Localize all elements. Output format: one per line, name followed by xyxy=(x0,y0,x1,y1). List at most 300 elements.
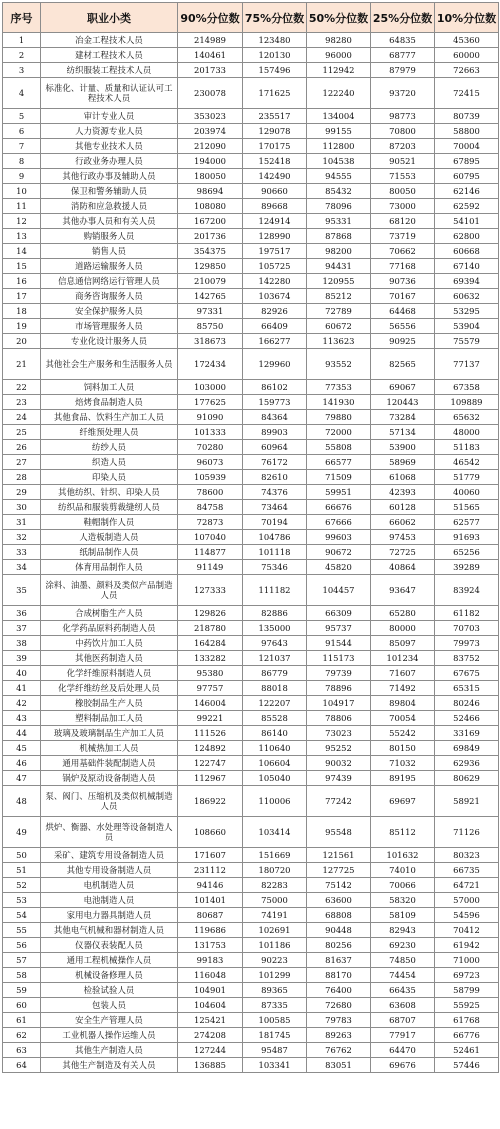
cell-occupation: 通用工程机械操作人员 xyxy=(41,953,178,968)
cell-p75: 120130 xyxy=(243,48,307,63)
cell-p75: 129078 xyxy=(243,124,307,139)
cell-p90: 129826 xyxy=(178,606,243,621)
cell-occupation: 化学药品原料药制造人员 xyxy=(41,621,178,636)
cell-p25: 89195 xyxy=(371,771,435,786)
cell-p25: 69067 xyxy=(371,380,435,395)
cell-p50: 72789 xyxy=(307,304,371,319)
cell-p75: 101299 xyxy=(243,968,307,983)
cell-p50: 77353 xyxy=(307,380,371,395)
cell-p50: 95331 xyxy=(307,214,371,229)
cell-p10: 70703 xyxy=(435,621,499,636)
cell-p90: 101333 xyxy=(178,425,243,440)
cell-p90: 104901 xyxy=(178,983,243,998)
cell-p75: 84364 xyxy=(243,410,307,425)
cell-occupation: 保卫和警务辅助人员 xyxy=(41,184,178,199)
cell-p75: 171625 xyxy=(243,78,307,109)
cell-p50: 87868 xyxy=(307,229,371,244)
table-row xyxy=(3,349,499,380)
table-row xyxy=(3,455,499,470)
cell-p50: 121561 xyxy=(307,848,371,863)
cell-p10: 70004 xyxy=(435,139,499,154)
cell-p90: 318673 xyxy=(178,334,243,349)
table-row xyxy=(3,908,499,923)
cell-p90: 97757 xyxy=(178,681,243,696)
cell-p90: 108080 xyxy=(178,199,243,214)
cell-p50: 77242 xyxy=(307,786,371,817)
table-row xyxy=(3,711,499,726)
cell-p75: 90223 xyxy=(243,953,307,968)
cell-p10: 62577 xyxy=(435,515,499,530)
cell-occupation: 购销服务人员 xyxy=(41,229,178,244)
cell-p90: 140461 xyxy=(178,48,243,63)
cell-occupation: 合成树脂生产人员 xyxy=(41,606,178,621)
cell-p50: 95548 xyxy=(307,817,371,848)
cell-p50: 98280 xyxy=(307,33,371,48)
cell-occupation: 市场管理服务人员 xyxy=(41,319,178,334)
cell-p50: 90672 xyxy=(307,545,371,560)
cell-p50: 73023 xyxy=(307,726,371,741)
cell-index: 29 xyxy=(3,485,41,500)
cell-p75: 82283 xyxy=(243,878,307,893)
cell-index: 30 xyxy=(3,500,41,515)
cell-p75: 90660 xyxy=(243,184,307,199)
cell-occupation: 机械热加工人员 xyxy=(41,741,178,756)
cell-p10: 72663 xyxy=(435,63,499,78)
cell-index: 61 xyxy=(3,1013,41,1028)
cell-p25: 74850 xyxy=(371,953,435,968)
cell-p75: 75346 xyxy=(243,560,307,575)
cell-p25: 101234 xyxy=(371,651,435,666)
table-row xyxy=(3,139,499,154)
cell-occupation: 其他电气机械和器材制造人员 xyxy=(41,923,178,938)
cell-p50: 99155 xyxy=(307,124,371,139)
cell-p90: 103000 xyxy=(178,380,243,395)
cell-p50: 112942 xyxy=(307,63,371,78)
cell-p75: 82926 xyxy=(243,304,307,319)
cell-p25: 69230 xyxy=(371,938,435,953)
cell-p50: 67666 xyxy=(307,515,371,530)
cell-p75: 111182 xyxy=(243,575,307,606)
cell-occupation: 人造板制造人员 xyxy=(41,530,178,545)
cell-p50: 79880 xyxy=(307,410,371,425)
cell-p25: 70167 xyxy=(371,289,435,304)
table-row xyxy=(3,410,499,425)
cell-p25: 73719 xyxy=(371,229,435,244)
cell-p75: 101118 xyxy=(243,545,307,560)
cell-occupation: 冶金工程技术人员 xyxy=(41,33,178,48)
cell-occupation: 纤维预处理人员 xyxy=(41,425,178,440)
cell-p90: 354375 xyxy=(178,244,243,259)
cell-index: 20 xyxy=(3,334,41,349)
cell-occupation: 其他生产制造人员 xyxy=(41,1043,178,1058)
cell-p50: 71509 xyxy=(307,470,371,485)
cell-p10: 66735 xyxy=(435,863,499,878)
cell-occupation: 泵、阀门、压缩机及类似机械制造人员 xyxy=(41,786,178,817)
cell-p90: 127333 xyxy=(178,575,243,606)
cell-p50: 85432 xyxy=(307,184,371,199)
cell-occupation: 消防和应急救援人员 xyxy=(41,199,178,214)
cell-p90: 108660 xyxy=(178,817,243,848)
table-row xyxy=(3,319,499,334)
cell-p25: 58320 xyxy=(371,893,435,908)
cell-p10: 69723 xyxy=(435,968,499,983)
cell-p10: 83752 xyxy=(435,651,499,666)
cell-index: 24 xyxy=(3,410,41,425)
cell-p25: 71607 xyxy=(371,666,435,681)
cell-p75: 100585 xyxy=(243,1013,307,1028)
cell-p50: 78096 xyxy=(307,199,371,214)
cell-p90: 230078 xyxy=(178,78,243,109)
cell-index: 2 xyxy=(3,48,41,63)
cell-p25: 57134 xyxy=(371,425,435,440)
cell-p75: 88018 xyxy=(243,681,307,696)
cell-p10: 66776 xyxy=(435,1028,499,1043)
cell-occupation: 饲料加工人员 xyxy=(41,380,178,395)
cell-p25: 82943 xyxy=(371,923,435,938)
cell-p25: 82565 xyxy=(371,349,435,380)
cell-p90: 104604 xyxy=(178,998,243,1013)
cell-occupation: 工业机器人操作运维人员 xyxy=(41,1028,178,1043)
cell-occupation: 其他专用设备制造人员 xyxy=(41,863,178,878)
cell-p25: 71032 xyxy=(371,756,435,771)
cell-index: 64 xyxy=(3,1058,41,1073)
cell-p90: 91149 xyxy=(178,560,243,575)
table-row xyxy=(3,530,499,545)
cell-p10: 67675 xyxy=(435,666,499,681)
cell-p90: 177625 xyxy=(178,395,243,410)
cell-p25: 65280 xyxy=(371,606,435,621)
cell-p10: 51565 xyxy=(435,500,499,515)
cell-index: 58 xyxy=(3,968,41,983)
cell-p75: 135000 xyxy=(243,621,307,636)
cell-p50: 66309 xyxy=(307,606,371,621)
cell-p25: 87979 xyxy=(371,63,435,78)
cell-p75: 142280 xyxy=(243,274,307,289)
cell-occupation: 行政业务办理人员 xyxy=(41,154,178,169)
cell-p10: 79973 xyxy=(435,636,499,651)
cell-p25: 73000 xyxy=(371,199,435,214)
cell-p90: 274208 xyxy=(178,1028,243,1043)
cell-index: 55 xyxy=(3,923,41,938)
table-row xyxy=(3,274,499,289)
cell-p75: 121037 xyxy=(243,651,307,666)
table-row xyxy=(3,953,499,968)
cell-p25: 85112 xyxy=(371,817,435,848)
cell-p50: 76400 xyxy=(307,983,371,998)
cell-p10: 80246 xyxy=(435,696,499,711)
cell-p25: 87203 xyxy=(371,139,435,154)
cell-p25: 73284 xyxy=(371,410,435,425)
table-row xyxy=(3,998,499,1013)
header-p25: 25%分位数 xyxy=(371,3,435,33)
cell-p10: 57000 xyxy=(435,893,499,908)
table-row xyxy=(3,470,499,485)
cell-p90: 85750 xyxy=(178,319,243,334)
cell-p75: 129960 xyxy=(243,349,307,380)
cell-p90: 214989 xyxy=(178,33,243,48)
cell-p50: 99603 xyxy=(307,530,371,545)
table-row xyxy=(3,938,499,953)
cell-occupation: 其他食品、饮料生产加工人员 xyxy=(41,410,178,425)
table-row xyxy=(3,500,499,515)
table-row xyxy=(3,1013,499,1028)
table-row xyxy=(3,771,499,786)
cell-p25: 74010 xyxy=(371,863,435,878)
cell-index: 36 xyxy=(3,606,41,621)
cell-p90: 180050 xyxy=(178,169,243,184)
cell-p10: 80739 xyxy=(435,109,499,124)
table-row xyxy=(3,485,499,500)
cell-occupation: 销售人员 xyxy=(41,244,178,259)
cell-p25: 93720 xyxy=(371,78,435,109)
cell-p10: 64721 xyxy=(435,878,499,893)
cell-p10: 65315 xyxy=(435,681,499,696)
table-row xyxy=(3,214,499,229)
cell-p10: 71000 xyxy=(435,953,499,968)
cell-p25: 85097 xyxy=(371,636,435,651)
cell-p25: 70800 xyxy=(371,124,435,139)
table-row xyxy=(3,48,499,63)
cell-p10: 54596 xyxy=(435,908,499,923)
cell-index: 28 xyxy=(3,470,41,485)
cell-p90: 201736 xyxy=(178,229,243,244)
cell-p90: 172434 xyxy=(178,349,243,380)
cell-p25: 55242 xyxy=(371,726,435,741)
cell-p50: 83051 xyxy=(307,1058,371,1073)
cell-index: 41 xyxy=(3,681,41,696)
cell-p75: 95487 xyxy=(243,1043,307,1058)
header-p75: 75%分位数 xyxy=(243,3,307,33)
header-occupation: 职业小类 xyxy=(41,3,178,33)
cell-occupation: 橡胶制品生产人员 xyxy=(41,696,178,711)
cell-occupation: 电池制造人员 xyxy=(41,893,178,908)
cell-p10: 62800 xyxy=(435,229,499,244)
table-header xyxy=(3,3,499,33)
cell-p25: 71553 xyxy=(371,169,435,184)
cell-p10: 77137 xyxy=(435,349,499,380)
cell-p50: 104457 xyxy=(307,575,371,606)
cell-p10: 61768 xyxy=(435,1013,499,1028)
cell-index: 40 xyxy=(3,666,41,681)
cell-p25: 58109 xyxy=(371,908,435,923)
cell-p25: 64835 xyxy=(371,33,435,48)
cell-p10: 62936 xyxy=(435,756,499,771)
cell-p10: 71126 xyxy=(435,817,499,848)
cell-p10: 53295 xyxy=(435,304,499,319)
cell-p25: 56556 xyxy=(371,319,435,334)
cell-index: 31 xyxy=(3,515,41,530)
cell-p75: 166277 xyxy=(243,334,307,349)
cell-p25: 42393 xyxy=(371,485,435,500)
cell-p10: 60795 xyxy=(435,169,499,184)
cell-occupation: 信息通信网络运行管理人员 xyxy=(41,274,178,289)
cell-p25: 70662 xyxy=(371,244,435,259)
cell-p25: 70054 xyxy=(371,711,435,726)
cell-p90: 201733 xyxy=(178,63,243,78)
cell-p25: 68707 xyxy=(371,1013,435,1028)
cell-index: 56 xyxy=(3,938,41,953)
cell-p75: 110640 xyxy=(243,741,307,756)
cell-p10: 83924 xyxy=(435,575,499,606)
cell-p90: 95380 xyxy=(178,666,243,681)
table-row xyxy=(3,124,499,139)
cell-p25: 71492 xyxy=(371,681,435,696)
cell-p25: 66435 xyxy=(371,983,435,998)
cell-p10: 62592 xyxy=(435,199,499,214)
cell-p50: 66676 xyxy=(307,500,371,515)
cell-p75: 105725 xyxy=(243,259,307,274)
header-index: 序号 xyxy=(3,3,41,33)
cell-p10: 69394 xyxy=(435,274,499,289)
cell-p90: 203974 xyxy=(178,124,243,139)
cell-p25: 72725 xyxy=(371,545,435,560)
cell-p25: 60128 xyxy=(371,500,435,515)
cell-p25: 58969 xyxy=(371,455,435,470)
cell-p75: 70194 xyxy=(243,515,307,530)
cell-p75: 86140 xyxy=(243,726,307,741)
cell-p75: 197517 xyxy=(243,244,307,259)
cell-p10: 67358 xyxy=(435,380,499,395)
cell-p50: 76762 xyxy=(307,1043,371,1058)
cell-p75: 123480 xyxy=(243,33,307,48)
cell-p25: 74454 xyxy=(371,968,435,983)
cell-p90: 78600 xyxy=(178,485,243,500)
cell-index: 8 xyxy=(3,154,41,169)
cell-p25: 120443 xyxy=(371,395,435,410)
header-p50: 50%分位数 xyxy=(307,3,371,33)
table-row xyxy=(3,756,499,771)
cell-p10: 33169 xyxy=(435,726,499,741)
cell-p10: 40060 xyxy=(435,485,499,500)
cell-index: 49 xyxy=(3,817,41,848)
cell-index: 15 xyxy=(3,259,41,274)
cell-p50: 72680 xyxy=(307,998,371,1013)
cell-occupation: 专业化设计服务人员 xyxy=(41,334,178,349)
table-row xyxy=(3,1028,499,1043)
cell-p90: 98694 xyxy=(178,184,243,199)
salary-percentile-table xyxy=(2,2,499,1073)
cell-index: 17 xyxy=(3,289,41,304)
cell-index: 52 xyxy=(3,878,41,893)
table-row xyxy=(3,983,499,998)
cell-index: 23 xyxy=(3,395,41,410)
cell-p90: 107040 xyxy=(178,530,243,545)
cell-occupation: 中药饮片加工人员 xyxy=(41,636,178,651)
cell-p50: 134004 xyxy=(307,109,371,124)
cell-index: 32 xyxy=(3,530,41,545)
cell-p50: 95252 xyxy=(307,741,371,756)
cell-p50: 95737 xyxy=(307,621,371,636)
cell-p10: 51779 xyxy=(435,470,499,485)
table-row xyxy=(3,289,499,304)
cell-p75: 106604 xyxy=(243,756,307,771)
cell-index: 11 xyxy=(3,199,41,214)
cell-p50: 45820 xyxy=(307,560,371,575)
cell-p90: 101401 xyxy=(178,893,243,908)
cell-index: 12 xyxy=(3,214,41,229)
cell-index: 13 xyxy=(3,229,41,244)
cell-p25: 64468 xyxy=(371,304,435,319)
cell-index: 22 xyxy=(3,380,41,395)
cell-index: 46 xyxy=(3,756,41,771)
cell-p90: 122747 xyxy=(178,756,243,771)
table-row xyxy=(3,741,499,756)
table-row xyxy=(3,666,499,681)
cell-p50: 68808 xyxy=(307,908,371,923)
cell-index: 3 xyxy=(3,63,41,78)
cell-p10: 80629 xyxy=(435,771,499,786)
cell-p90: 96073 xyxy=(178,455,243,470)
cell-index: 19 xyxy=(3,319,41,334)
cell-occupation: 仪器仪表装配人员 xyxy=(41,938,178,953)
cell-p50: 78896 xyxy=(307,681,371,696)
table-row xyxy=(3,1043,499,1058)
cell-p75: 181745 xyxy=(243,1028,307,1043)
cell-occupation: 其他纺织、针织、印染人员 xyxy=(41,485,178,500)
cell-p90: 146004 xyxy=(178,696,243,711)
cell-occupation: 安全保护服务人员 xyxy=(41,304,178,319)
cell-p25: 80000 xyxy=(371,621,435,636)
cell-index: 14 xyxy=(3,244,41,259)
cell-p10: 48000 xyxy=(435,425,499,440)
cell-occupation: 锅炉及原动设备制造人员 xyxy=(41,771,178,786)
cell-index: 4 xyxy=(3,78,41,109)
table-row xyxy=(3,78,499,109)
cell-index: 47 xyxy=(3,771,41,786)
cell-p50: 97439 xyxy=(307,771,371,786)
cell-occupation: 商务咨询服务人员 xyxy=(41,289,178,304)
cell-p75: 97643 xyxy=(243,636,307,651)
table-row xyxy=(3,560,499,575)
cell-occupation: 机械设备修理人员 xyxy=(41,968,178,983)
cell-p50: 60672 xyxy=(307,319,371,334)
cell-index: 50 xyxy=(3,848,41,863)
cell-p75: 128990 xyxy=(243,229,307,244)
cell-p75: 82610 xyxy=(243,470,307,485)
cell-p25: 77168 xyxy=(371,259,435,274)
cell-p75: 89668 xyxy=(243,199,307,214)
cell-occupation: 其他专业技术人员 xyxy=(41,139,178,154)
table-row xyxy=(3,786,499,817)
cell-p75: 66409 xyxy=(243,319,307,334)
table-row xyxy=(3,968,499,983)
cell-p25: 77917 xyxy=(371,1028,435,1043)
cell-occupation: 其他医药制造人员 xyxy=(41,651,178,666)
cell-p50: 127725 xyxy=(307,863,371,878)
cell-index: 43 xyxy=(3,711,41,726)
table-row xyxy=(3,545,499,560)
cell-p25: 101632 xyxy=(371,848,435,863)
cell-p90: 84758 xyxy=(178,500,243,515)
cell-p90: 94146 xyxy=(178,878,243,893)
cell-p50: 115173 xyxy=(307,651,371,666)
cell-p50: 104538 xyxy=(307,154,371,169)
cell-p90: 142765 xyxy=(178,289,243,304)
cell-p75: 86102 xyxy=(243,380,307,395)
cell-p90: 124892 xyxy=(178,741,243,756)
cell-p10: 61942 xyxy=(435,938,499,953)
table-row xyxy=(3,63,499,78)
table-row xyxy=(3,726,499,741)
cell-p50: 72000 xyxy=(307,425,371,440)
cell-p75: 103414 xyxy=(243,817,307,848)
table-row xyxy=(3,848,499,863)
cell-index: 59 xyxy=(3,983,41,998)
cell-p50: 113623 xyxy=(307,334,371,349)
cell-p75: 75000 xyxy=(243,893,307,908)
cell-p10: 60668 xyxy=(435,244,499,259)
cell-index: 57 xyxy=(3,953,41,968)
